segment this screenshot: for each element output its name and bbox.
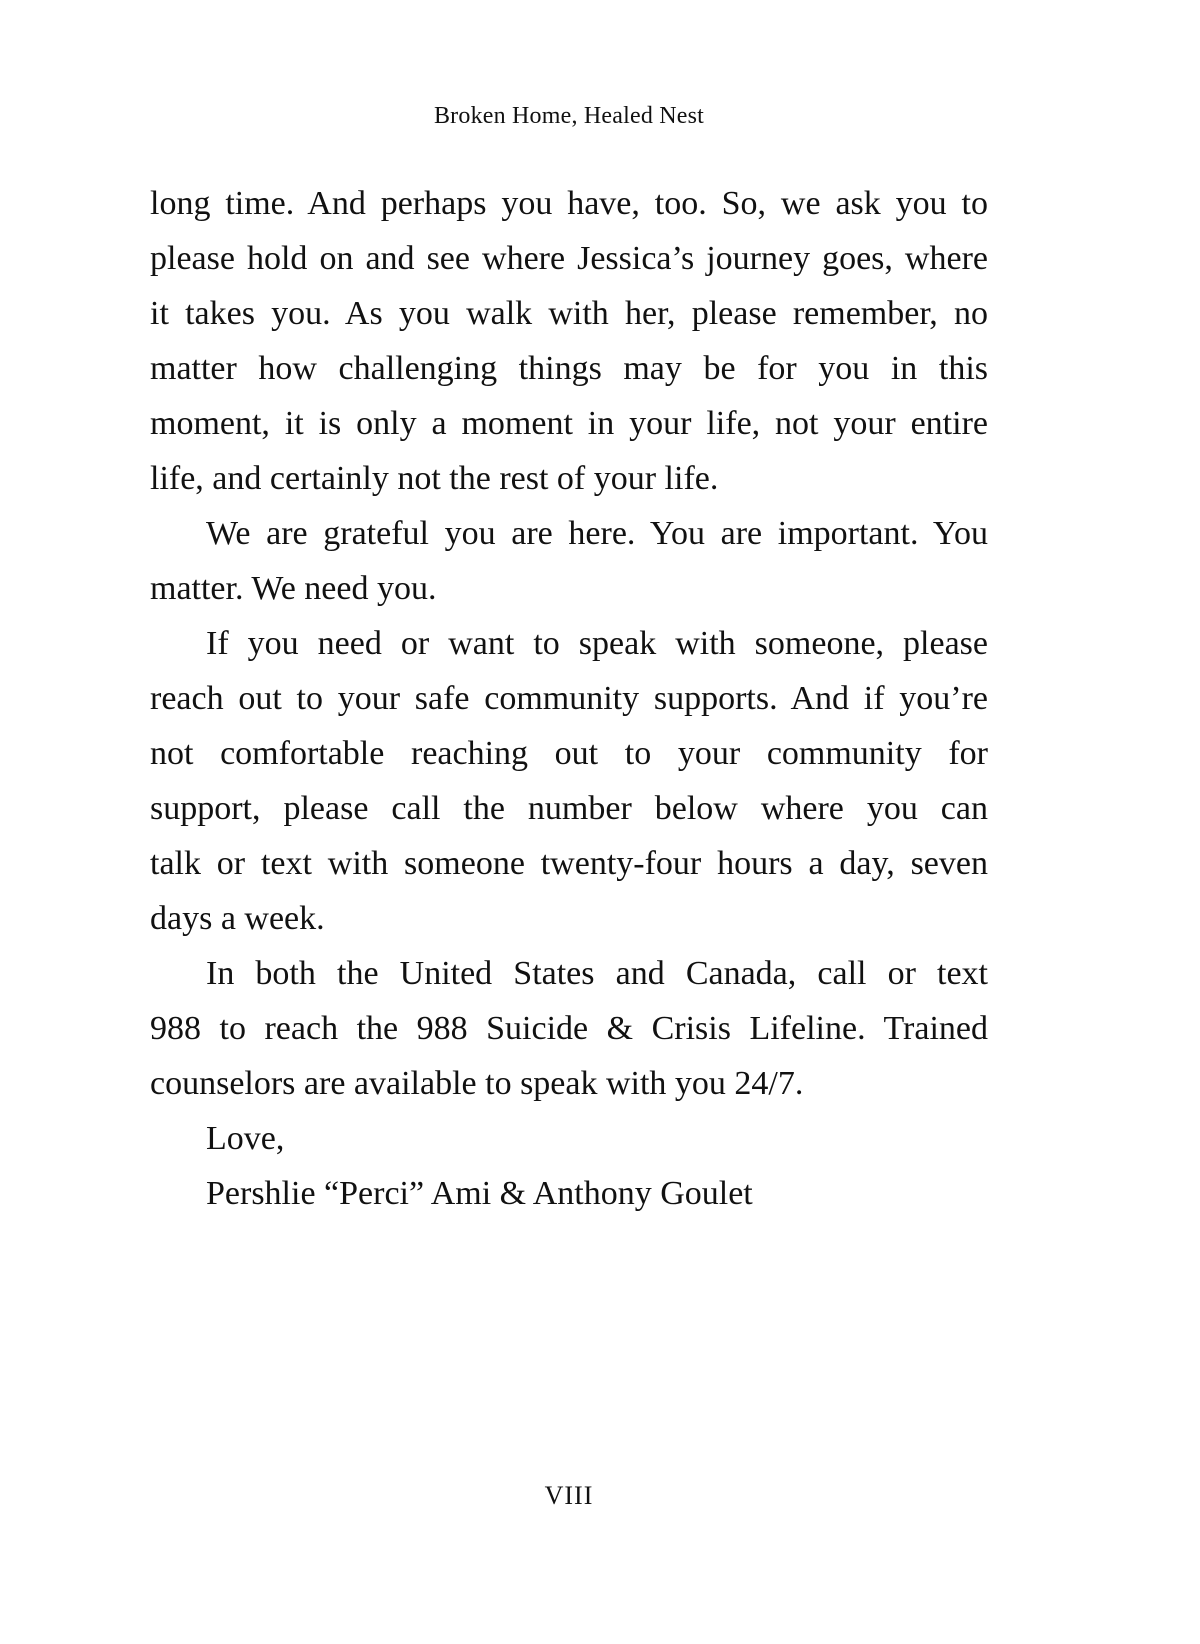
running-header: Broken Home, Healed Nest <box>433 103 705 129</box>
text-line: support, please call the number below where you can <box>150 790 988 827</box>
page-number: VIII <box>544 1481 594 1510</box>
text-line: long time. And perhaps you have, too. So, we ask you to <box>150 185 988 222</box>
text-line: 988 to reach the 988 Suicide & Crisis Lifeline. Trained <box>150 1010 988 1047</box>
body-text <box>150 176 988 1221</box>
text-line: please hold on and see where Jessica’s journey goes, where <box>150 240 988 277</box>
text-line: matter. We need you. <box>150 570 437 607</box>
text-line: not comfortable reaching out to your community for <box>150 735 988 772</box>
text-line: Pershlie “Perci” Ami & Anthony Goulet <box>206 1175 753 1212</box>
text-line: If you need or want to speak with someone, please <box>206 625 988 662</box>
text-line: moment, it is only a moment in your life, not your entire <box>150 405 988 442</box>
text-line: talk or text with someone twenty-four hours a day, seven <box>150 845 988 882</box>
text-line: life, and certainly not the rest of your life. <box>150 460 719 497</box>
text-line: counselors are available to speak with you 24/7. <box>150 1065 804 1102</box>
text-line: Love, <box>206 1120 285 1157</box>
text-line: We are grateful you are here. You are important. You <box>206 515 988 552</box>
text-line: days a week. <box>150 900 325 937</box>
text-line: it takes you. As you walk with her, please remember, no <box>150 295 988 332</box>
text-line: matter how challenging things may be for you in this <box>150 350 988 387</box>
text-line: reach out to your safe community supports. And if you’re <box>150 680 988 717</box>
text-line: In both the United States and Canada, call or text <box>206 955 988 992</box>
